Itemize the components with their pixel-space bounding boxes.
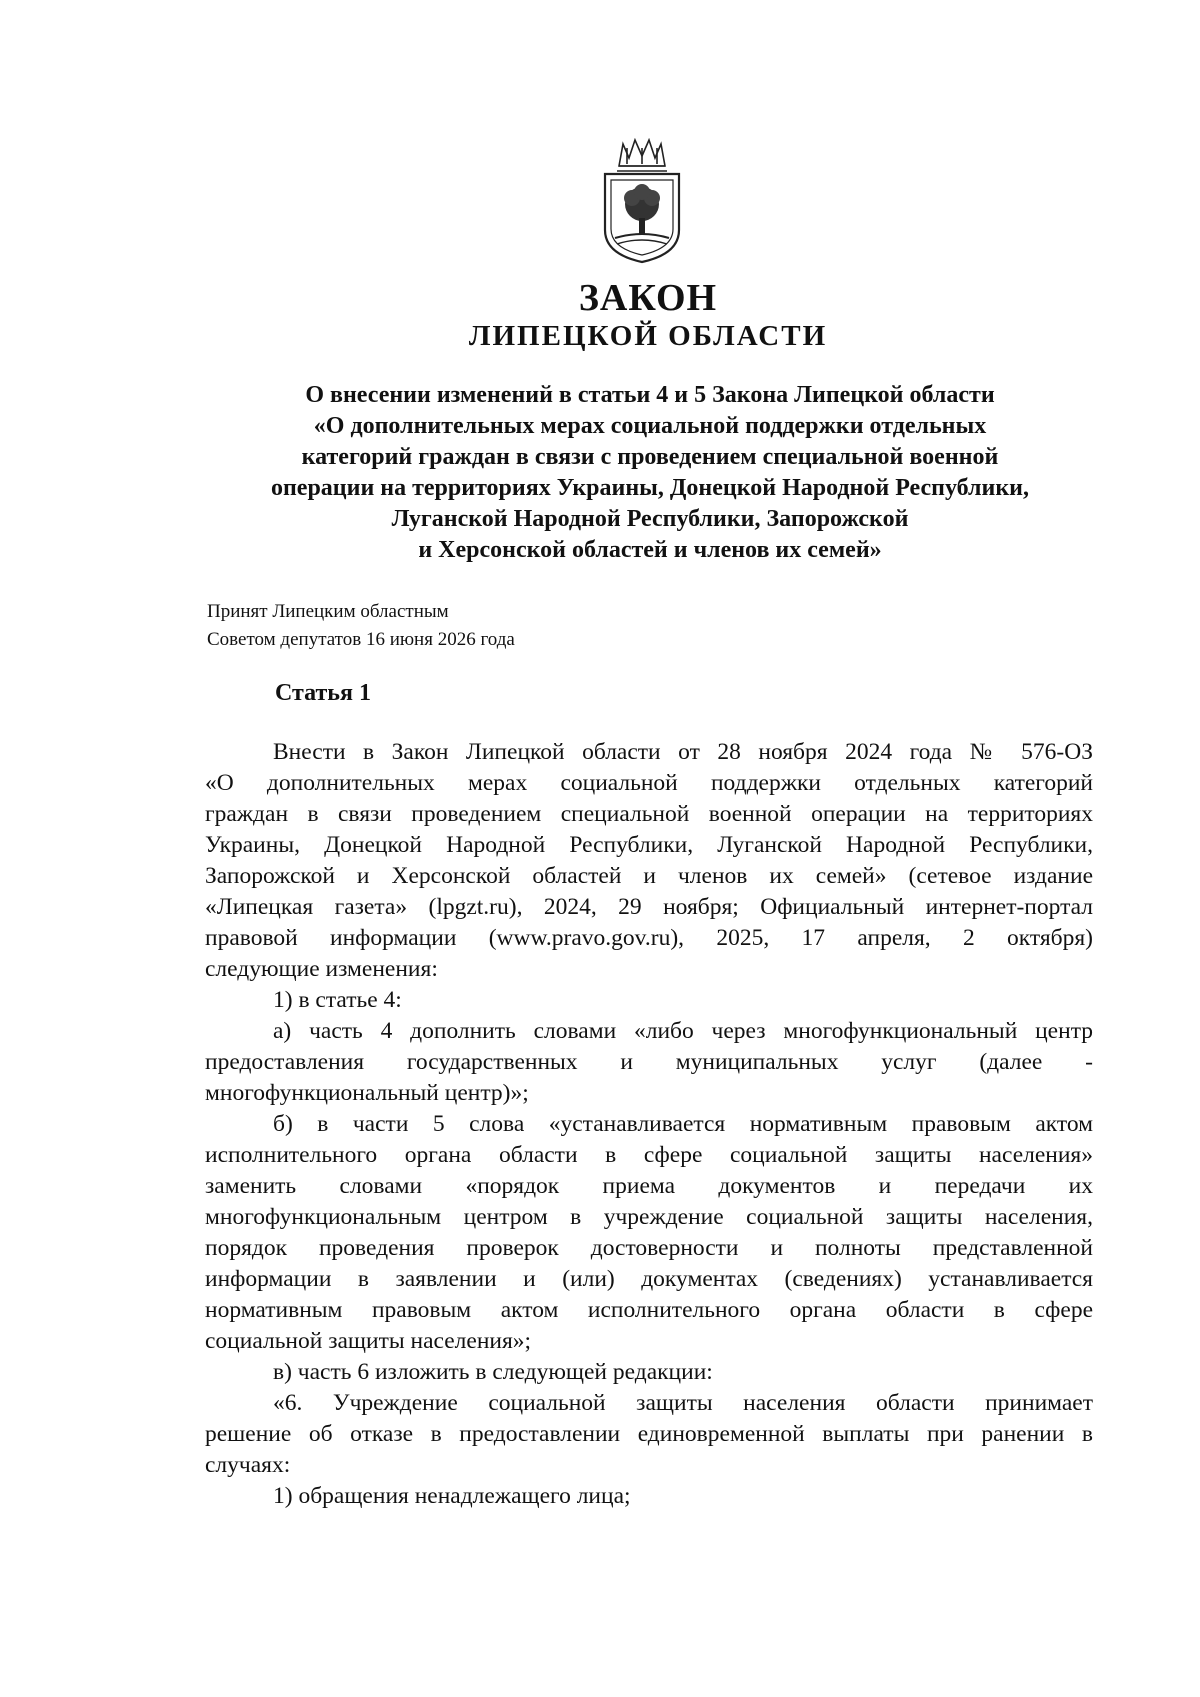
adoption-note bbox=[207, 598, 515, 654]
body-line: «Липецкая газета» (lpgzt.ru), 2024, 29 ноября; Официальный интернет-портал bbox=[205, 894, 1093, 920]
article-heading: Статья 1 bbox=[275, 680, 371, 706]
body-line: заменить словами «порядок приема документов и передачи их bbox=[205, 1173, 1093, 1199]
body-line: «О дополнительных мерах социальной поддержки отдельных категорий bbox=[205, 770, 1093, 796]
subject-line: категорий граждан в связи с проведением специальной военной bbox=[301, 444, 999, 470]
body-line: решение об отказе в предоставлении единовременной выплаты при ранении в bbox=[205, 1421, 1093, 1447]
coat-of-arms-emblem bbox=[597, 138, 687, 268]
body-line: случаях: bbox=[205, 1452, 291, 1478]
law-subject bbox=[220, 380, 1080, 566]
body-line: исполнительного органа области в сфере социальной защиты населения» bbox=[205, 1142, 1093, 1168]
body-line: порядок проведения проверок достоверности и полноты представленной bbox=[205, 1235, 1093, 1261]
body-line: нормативным правовым актом исполнительного органа области в сфере bbox=[205, 1297, 1093, 1323]
subject-line: и Херсонской областей и членов их семей» bbox=[418, 537, 882, 563]
body-line: Украины, Донецкой Народной Республики, Луганской Народной Республики, bbox=[205, 832, 1093, 858]
body-line: б) в части 5 слова «устанавливается нормативным правовым актом bbox=[273, 1111, 1093, 1137]
body-line: 1) обращения ненадлежащего лица; bbox=[273, 1483, 631, 1509]
subject-line: О внесении изменений в статьи 4 и 5 Закона Липецкой области bbox=[305, 382, 995, 408]
body-line: следующие изменения: bbox=[205, 956, 438, 982]
body-line: а) часть 4 дополнить словами «либо через многофункциональный центр bbox=[273, 1018, 1093, 1044]
body-line: информации в заявлении и (или) документах (сведениях) устанавливается bbox=[205, 1266, 1093, 1292]
body-line: 1) в статье 4: bbox=[273, 987, 402, 1013]
subject-line: «О дополнительных мерах социальной поддержки отдельных bbox=[313, 413, 987, 439]
subject-line: Луганской Народной Республики, Запорожской bbox=[391, 506, 909, 532]
body-line: Запорожской и Херсонской областей и членов их семей» (сетевое издание bbox=[205, 863, 1093, 889]
body-line: в) часть 6 изложить в следующей редакции: bbox=[273, 1359, 713, 1385]
adoption-line: Советом депутатов 16 июня 2026 года bbox=[207, 629, 515, 650]
body-line: предоставления государственных и муниципальных услуг (далее - bbox=[205, 1049, 1093, 1075]
subject-line: операции на территориях Украины, Донецкой Народной Республики, bbox=[270, 475, 1030, 501]
body-line: граждан в связи проведением специальной военной операции на территориях bbox=[205, 801, 1093, 827]
body-line: многофункциональный центр)»; bbox=[205, 1080, 529, 1106]
body-line: правовой информации (www.pravo.gov.ru), 2025, 17 апреля, 2 октября) bbox=[205, 925, 1093, 951]
adoption-line: Принят Липецким областным bbox=[207, 601, 449, 622]
body-line: многофункциональным центром в учреждение социальной защиты населения, bbox=[205, 1204, 1093, 1230]
body-line: социальной защиты населения»; bbox=[205, 1328, 532, 1354]
law-title: ЗАКОН bbox=[578, 277, 718, 319]
body-line: Внести в Закон Липецкой области от 28 ноября 2024 года № 576-ОЗ bbox=[273, 739, 1093, 765]
article-body bbox=[205, 737, 1093, 1512]
region-title: ЛИПЕЦКОЙ ОБЛАСТИ bbox=[468, 320, 828, 352]
body-line: «6. Учреждение социальной защиты населения области принимает bbox=[273, 1390, 1093, 1416]
